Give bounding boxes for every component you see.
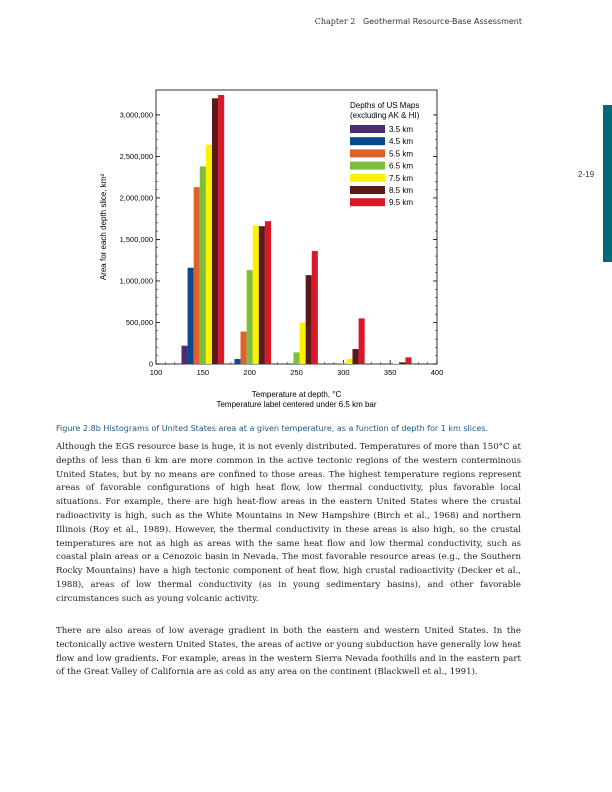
y-tick-label: 1,500,000 xyxy=(119,234,153,244)
legend-swatch xyxy=(350,162,385,170)
legend-label: 4.5 km xyxy=(389,137,414,147)
bar xyxy=(340,363,346,364)
legend-label: 9.5 km xyxy=(389,198,414,208)
bar xyxy=(206,145,212,364)
page-number: 2-19 xyxy=(578,170,595,179)
bar xyxy=(306,275,312,364)
x-tick-label: 200 xyxy=(243,368,256,377)
y-axis-label: Area for each depth slice, km² xyxy=(99,173,108,281)
bar xyxy=(399,362,405,364)
y-tick-label: 1,000,000 xyxy=(119,276,153,286)
bar xyxy=(346,359,352,364)
legend-swatch xyxy=(350,186,385,194)
x-tick-label: 100 xyxy=(149,368,163,377)
bar xyxy=(212,98,218,364)
legend-label: 3.5 km xyxy=(389,125,414,134)
bar xyxy=(259,226,265,364)
bar xyxy=(200,166,206,364)
x-tick-label: 150 xyxy=(196,368,210,377)
body-paragraph-2: There are also areas of low average gradient in both the eastern and western United States. In the tectonically active western United States, the areas of active or young subduction have generally low heat flow and low gradients. For example, areas in the western Sierra Nevada foothills and in the eastern part of the Great Valley of California are as cold as any area on the continent (Blackwell et al., 1991). xyxy=(56,626,521,678)
x-tick-label: 400 xyxy=(430,368,444,377)
bar xyxy=(194,187,200,364)
y-tick-label: 2,500,000 xyxy=(119,151,153,161)
bar xyxy=(181,346,187,364)
bar xyxy=(393,363,399,364)
x-tick-label: 250 xyxy=(290,368,303,377)
x-axis-label: Temperature at depth, °C xyxy=(251,390,342,399)
y-tick-label: 3,000,000 xyxy=(119,110,153,120)
figure-caption: Figure 2.8b Histograms of United States area at a given temperature, as a function of depth for 1 km slices. xyxy=(56,424,488,433)
legend-swatch xyxy=(350,125,385,133)
legend-label: 5.5 km xyxy=(389,149,414,159)
bar xyxy=(247,270,253,364)
bar xyxy=(359,318,365,364)
bar xyxy=(287,363,293,364)
bar xyxy=(405,357,411,364)
bar xyxy=(234,359,240,364)
legend-label: 7.5 km xyxy=(389,173,414,183)
legend-label: 6.5 km xyxy=(389,161,414,171)
bar xyxy=(352,349,358,364)
legend-swatch xyxy=(350,149,385,157)
bar xyxy=(188,268,194,364)
x-tick-label: 300 xyxy=(337,368,350,377)
legend-swatch xyxy=(350,198,385,206)
bar xyxy=(300,322,306,364)
legend-title: Depths of US Maps xyxy=(350,101,420,110)
bar xyxy=(293,352,299,364)
bar xyxy=(312,251,318,364)
y-tick-label: 2,000,000 xyxy=(119,193,153,203)
legend-label: 8.5 km xyxy=(389,186,414,195)
legend-subtitle: (excluding AK & HI) xyxy=(350,111,420,120)
chapter-label: Chapter 2 xyxy=(314,17,356,26)
bar xyxy=(241,332,247,364)
x-tick-label: 350 xyxy=(383,368,397,377)
section-title: Geothermal Resource-Base Assessment xyxy=(362,17,522,26)
y-tick-label: 500,000 xyxy=(125,317,153,327)
bar xyxy=(265,221,271,364)
bar xyxy=(253,225,259,364)
legend-swatch xyxy=(350,137,385,145)
bar xyxy=(218,95,224,364)
y-tick-label: 0 xyxy=(148,359,153,369)
x-axis-sublabel: Temperature label centered under 6.5 km bar xyxy=(216,400,377,409)
legend-swatch xyxy=(350,174,385,182)
body-paragraph-1: Although the EGS resource base is huge, it is not evenly distributed. Temperatures of more than 150°C at depths of less than 6 km are more common in the active tectonic regions of the western conterminous United States, but by no means are confined to those areas. The highest temperature regions represent areas of favorable configurations of high heat flow, low thermal conductivity, plus favorable local situations. For example, there are high heat-flow areas in the eastern United States where the crustal radioactivity is high, such as the White Mountains in New Hampshire (Birch et al., 1968) and northern Illinois (Roy et al., 1989). However, the thermal conductivity in these areas is also high, so the crustal temperatures are not as high as areas with the same heat flow and low thermal conductivity, such as coastal plain areas or a Cenozoic basin in Nevada. The most favorable resource areas (e.g., the Southern Rocky Mountains) have a high tectonic component of heat flow, high crustal radioactivity (Decker et al., 1988), areas of low thermal conductivity (as in young sedimentary basins), and other favorable circumstances such as young volcanic activity. xyxy=(56,442,521,604)
